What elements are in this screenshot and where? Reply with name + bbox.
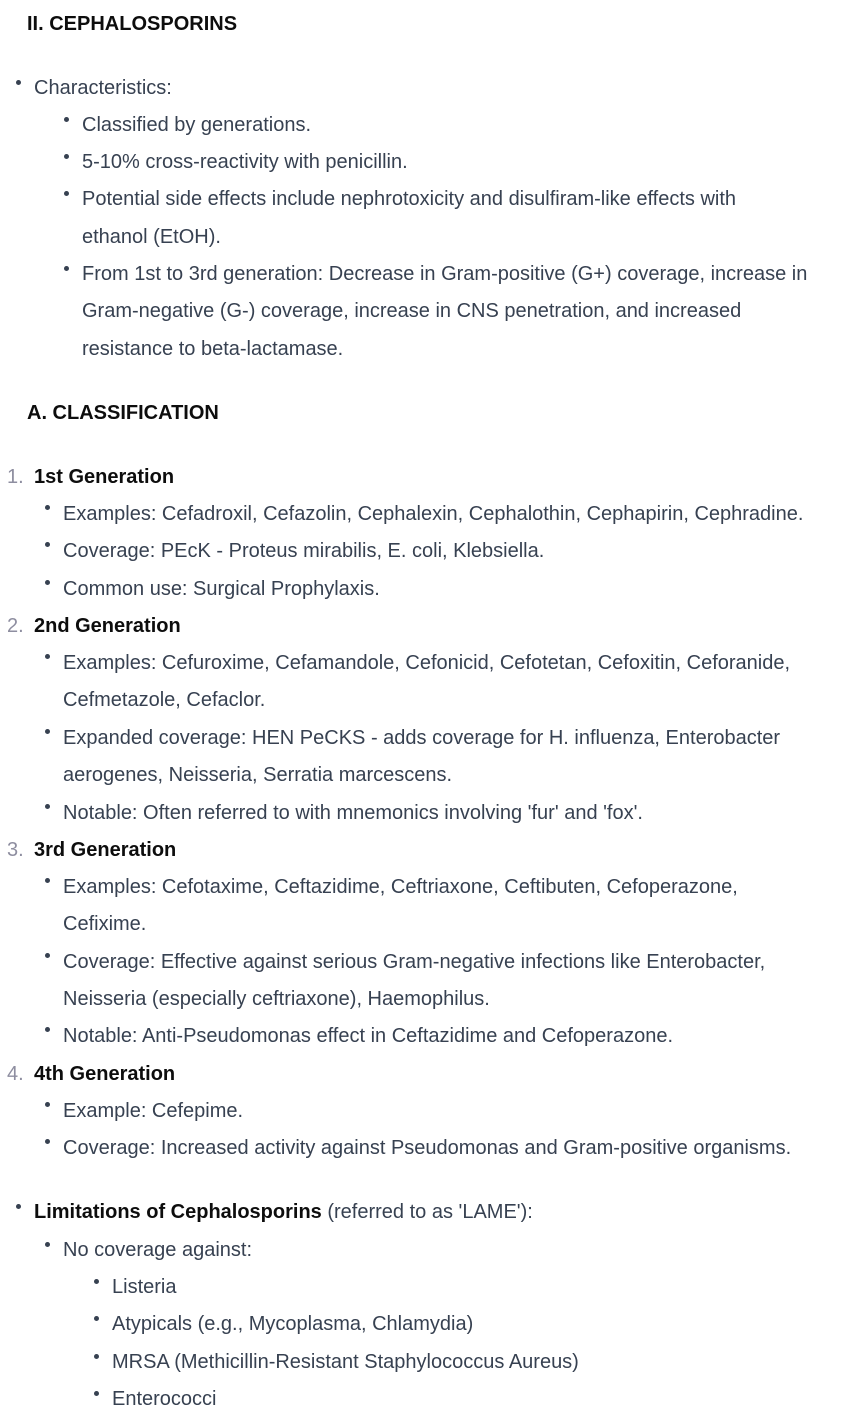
classification-title: A. CLASSIFICATION (27, 402, 219, 424)
bullet-icon (16, 80, 21, 85)
list-item: Listeria (112, 1276, 177, 1298)
list-item: Expanded coverage: HEN PeCKS - adds coverage for H. influenza, Enterobacter (63, 727, 781, 749)
list-number: 3. (7, 839, 24, 861)
limitations-sub-label: No coverage against: (63, 1239, 253, 1261)
list-item: Examples: Cefadroxil, Cefazolin, Cephalexin, Cephalothin, Cephapirin, Cephradine. (63, 503, 804, 525)
list-item: Coverage: Increased activity against Pseudomonas and Gram-positive organisms. (63, 1137, 792, 1159)
bullet-icon (94, 1391, 99, 1396)
section-title: II. CEPHALOSPORINS (27, 13, 238, 35)
list-item: Examples: Cefuroxime, Cefamandole, Cefonicid, Cefotetan, Cefoxitin, Ceforanide, (63, 652, 791, 674)
generation-title: 1st Generation (34, 466, 175, 488)
bullet-icon (45, 542, 50, 547)
list-item-continued: Cefmetazole, Cefaclor. (63, 689, 266, 711)
bullet-icon (94, 1279, 99, 1284)
list-item: Coverage: Effective against serious Gram-negative infections like Enterobacter, (63, 951, 766, 973)
list-item: Atypicals (e.g., Mycoplasma, Chlamydia) (112, 1313, 474, 1335)
list-item: Coverage: PEcK - Proteus mirabilis, E. coli, Klebsiella. (63, 540, 545, 562)
list-item: 5-10% cross-reactivity with penicillin. (82, 151, 408, 173)
bullet-icon (45, 505, 50, 510)
bullet-icon (16, 1204, 21, 1209)
bullet-icon (94, 1354, 99, 1359)
bullet-icon (45, 654, 50, 659)
bullet-icon (64, 117, 69, 122)
bullet-icon (64, 191, 69, 196)
list-number: 4. (7, 1063, 24, 1085)
list-item: Classified by generations. (82, 114, 312, 136)
generation-title: 4th Generation (34, 1063, 176, 1085)
bullet-icon (45, 729, 50, 734)
list-number: 2. (7, 615, 24, 637)
list-item-continued: Neisseria (especially ceftriaxone), Haemophilus. (63, 988, 490, 1010)
generation-title: 2nd Generation (34, 615, 181, 637)
list-item-continued: resistance to beta-lactamase. (82, 338, 344, 360)
bullet-icon (64, 266, 69, 271)
generation-title: 3rd Generation (34, 839, 177, 861)
bullet-icon (45, 1139, 50, 1144)
list-item: Notable: Anti-Pseudomonas effect in Ceftazidime and Cefoperazone. (63, 1025, 673, 1047)
list-item-continued: ethanol (EtOH). (82, 226, 221, 248)
bullet-icon (45, 804, 50, 809)
list-item: MRSA (Methicillin-Resistant Staphylococcus Aureus) (112, 1351, 579, 1373)
characteristics-label: Characteristics: (34, 77, 172, 99)
limitations-suffix: (referred to as 'LAME'): (321, 1201, 533, 1223)
limitations-heading (34, 1202, 533, 1222)
bullet-icon (94, 1316, 99, 1321)
list-item: Examples: Cefotaxime, Ceftazidime, Ceftriaxone, Ceftibuten, Cefoperazone, (63, 876, 738, 898)
bullet-icon (45, 1027, 50, 1032)
bullet-icon (45, 580, 50, 585)
bullet-icon (45, 1102, 50, 1107)
list-item: Common use: Surgical Prophylaxis. (63, 578, 380, 600)
list-item: Enterococci (112, 1388, 217, 1410)
bullet-icon (45, 1242, 50, 1247)
list-item-continued: aerogenes, Neisseria, Serratia marcescens. (63, 764, 453, 786)
list-item: Notable: Often referred to with mnemonics involving 'fur' and 'fox'. (63, 802, 643, 824)
bullet-icon (64, 154, 69, 159)
list-item: From 1st to 3rd generation: Decrease in Gram-positive (G+) coverage, increase in (82, 263, 808, 285)
list-item-continued: Gram-negative (G-) coverage, increase in CNS penetration, and increased (82, 300, 742, 322)
list-item-continued: Cefixime. (63, 913, 147, 935)
bullet-icon (45, 953, 50, 958)
list-number: 1. (7, 466, 24, 488)
list-item: Example: Cefepime. (63, 1100, 244, 1122)
limitations-title: Limitations of Cephalosporins (34, 1201, 322, 1223)
bullet-icon (45, 878, 50, 883)
list-item: Potential side effects include nephrotoxicity and disulfiram-like effects with (82, 188, 737, 210)
